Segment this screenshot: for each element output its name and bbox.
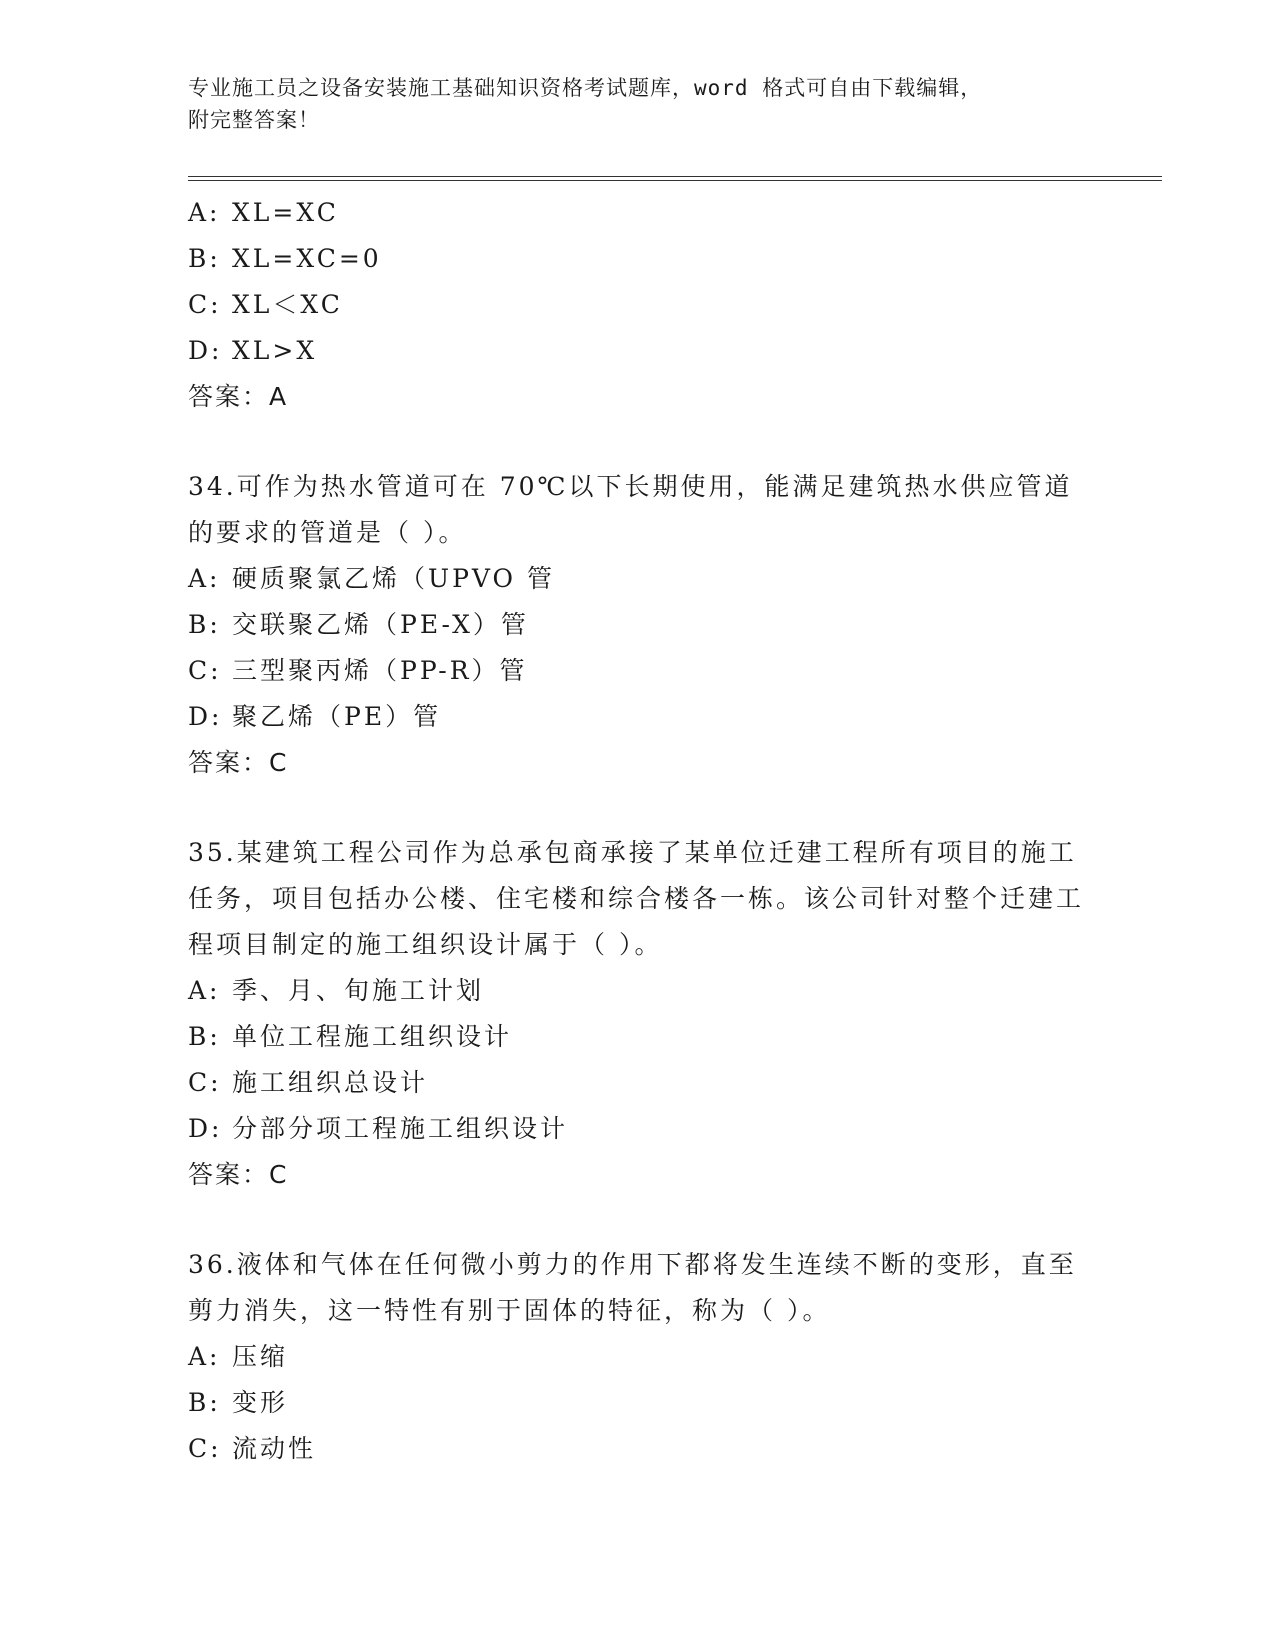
option-b: B: 单位工程施工组织设计 xyxy=(188,1022,513,1051)
question-text: 36.液体和气体在任何微小剪力的作用下都将发生连续不断的变形，直至剪力消失，这一特性有别于固体的特征，称为（ ）。 xyxy=(188,1250,1077,1325)
option-b: B: XL=XC=0 xyxy=(188,244,382,273)
prev-question xyxy=(188,190,1148,420)
option-d: D: XL>X xyxy=(188,336,318,365)
question-content xyxy=(188,190,1148,1472)
option-c: C: 三型聚丙烯（PP-R）管 xyxy=(188,656,528,685)
option-a: A: 硬质聚氯乙烯（UPVO 管 xyxy=(188,564,555,593)
question-35 xyxy=(188,830,1148,1198)
option-d: D: 聚乙烯（PE）管 xyxy=(188,702,442,731)
header-divider-bottom xyxy=(188,180,1162,181)
option-c: C: 施工组织总设计 xyxy=(188,1068,429,1097)
option-c: C: 流动性 xyxy=(188,1434,317,1463)
header-line-2: 附完整答案！ xyxy=(188,108,320,132)
option-a: A: 季、月、旬施工计划 xyxy=(188,976,485,1005)
question-36 xyxy=(188,1242,1148,1472)
question-text: 35.某建筑工程公司作为总承包商承接了某单位迁建工程所有项目的施工任务，项目包括办公楼、住宅楼和综合楼各一栋。该公司针对整个迁建工程项目制定的施工组织设计属于（ ）。 xyxy=(188,838,1085,959)
option-b: B: 交联聚乙烯（PE-X）管 xyxy=(188,610,529,639)
option-c: C: XL＜XC xyxy=(188,290,343,319)
answer-line: 答案：A xyxy=(188,382,289,411)
answer-line: 答案：C xyxy=(188,1160,289,1189)
option-a: A: 压缩 xyxy=(188,1342,289,1371)
header-line-1: 专业施工员之设备安装施工基础知识资格考试题库，word 格式可自由下载编辑， xyxy=(188,76,983,100)
answer-line: 答案：C xyxy=(188,748,289,777)
option-d: D: 分部分项工程施工组织设计 xyxy=(188,1114,569,1143)
option-a: A: XL=XC xyxy=(188,198,339,227)
header-divider-top xyxy=(188,176,1162,177)
option-b: B: 变形 xyxy=(188,1388,289,1417)
document-header xyxy=(188,72,1148,136)
question-text: 34.可作为热水管道可在 70℃以下长期使用，能满足建筑热水供应管道的要求的管道是（ ）。 xyxy=(188,472,1073,547)
question-34 xyxy=(188,464,1148,786)
